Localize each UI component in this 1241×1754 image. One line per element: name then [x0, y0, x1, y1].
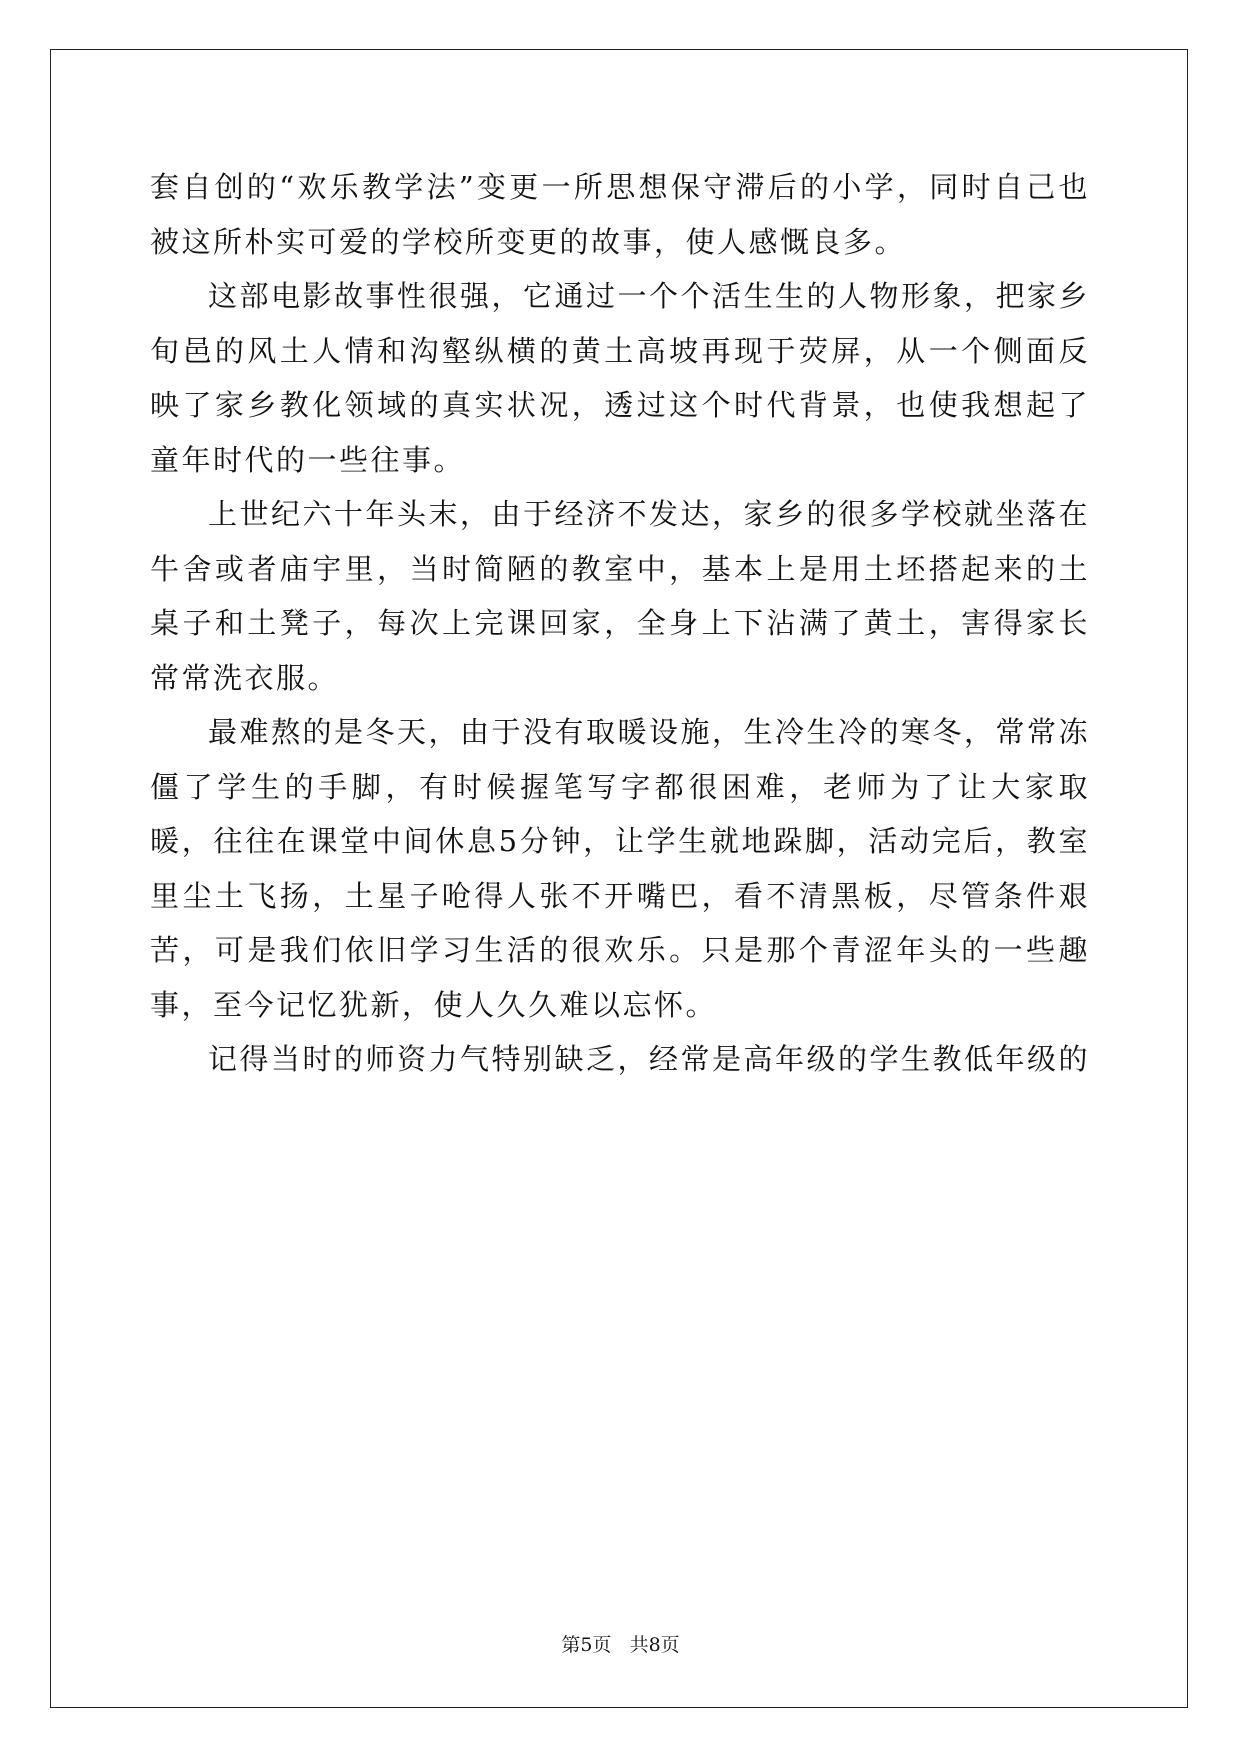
document-body [150, 160, 1090, 1087]
paragraph-1: 套自创的“欢乐教学法”变更一所思想保守滞后的小学，同时自己也被这所朴实可爱的学校所变更的故事，使人感慨良多。 [150, 170, 1090, 259]
paragraph-5: 记得当时的师资力气特别缺乏，经常是高年级的学生教低年级的 [208, 1042, 1091, 1076]
page-total: 共8页 [629, 1634, 680, 1656]
page-footer [0, 1630, 1241, 1657]
footer-spacer [611, 1634, 629, 1656]
paragraph-3: 上世纪六十年头末，由于经济不发达，家乡的很多学校就坐落在牛舍或者庙宇里，当时简陋的教室中，基本上是用土坯搭起来的土桌子和土凳子，每次上完课回家，全身上下沾满了黄土，害得家长常常洗衣服。 [150, 497, 1091, 695]
paragraph-4: 最难熬的是冬天，由于没有取暖设施，生冷生冷的寒冬，常常冻僵了学生的手脚，有时候握笔写字都很困难，老师为了让大家取暖，往往在课堂中间休息5分钟，让学生就地跺脚，活动完后，教室里尘土飞扬，土星子呛得人张不开嘴巴，看不清黑板，尽管条件艰苦，可是我们依旧学习生活的很欢乐。只是那个青涩年头的一些趣事，至今记忆犹新，使人久久难以忘怀。 [150, 715, 1091, 1022]
paragraph-2: 这部电影故事性很强，它通过一个个活生生的人物形象，把家乡旬邑的风土人情和沟壑纵横的黄土高坡再现于荧屏，从一个侧面反映了家乡教化领域的真实状况，透过这个时代背景，也使我想起了童年时代的一些往事。 [150, 279, 1091, 477]
page-number: 第5页 [561, 1634, 612, 1656]
